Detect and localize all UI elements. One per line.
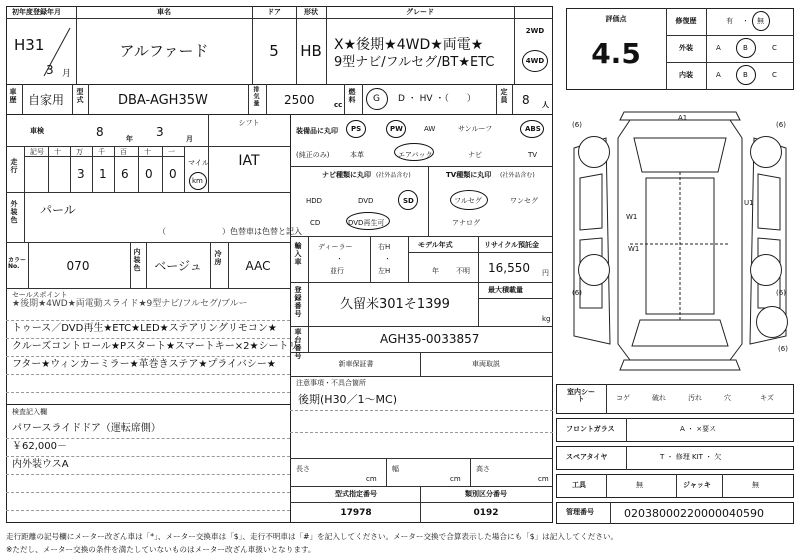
- equip-leather: 本革: [350, 151, 364, 159]
- sales-point-line2: クルーズコントロール★Pスタート★スマートキー×2★シートリ: [12, 341, 299, 352]
- grade-line1: X★後期★4WD★両電★: [334, 37, 484, 53]
- first-reg-era: H31: [14, 36, 45, 54]
- inspection-notes-line2: ￥62,000－: [12, 441, 67, 452]
- color-code: 070: [66, 259, 90, 273]
- mileage-digit: 6: [121, 167, 129, 181]
- score-label: 評価点: [605, 15, 627, 23]
- equip-navi: ナビ: [468, 151, 482, 159]
- mileage-digit-header: 十: [144, 148, 151, 156]
- equip-ps: PS: [351, 125, 362, 133]
- length-cm: cm: [366, 475, 377, 483]
- mileage-label: 走行: [10, 158, 18, 174]
- usage: 自家用: [28, 93, 65, 107]
- mileage-digit: 0: [169, 167, 177, 181]
- height-cm: cm: [538, 475, 549, 483]
- equip-abs: ABS: [525, 125, 541, 133]
- recycle-label: リサイクル預託金: [484, 241, 540, 249]
- import-dot2: ・: [384, 255, 391, 263]
- doors: 5: [269, 42, 279, 60]
- tire-depth-rr: (6): [776, 289, 786, 297]
- chassis: AGH35-0033857: [380, 332, 480, 346]
- displacement-label: 排気量: [252, 86, 259, 107]
- tools-label: 工具: [572, 481, 586, 489]
- import-parallel: 並行: [330, 267, 344, 275]
- windshield-label: フロントガラス: [566, 425, 615, 433]
- shift-label: シフト: [238, 119, 260, 127]
- equip-aw: AW: [424, 125, 436, 133]
- navi-label: ナビ種類に丸印: [322, 171, 371, 179]
- repair-sep: ・: [742, 17, 749, 25]
- footer-line1: 走行距離の記号欄にメーター改ざん車は「*」、メーター交換車は「$」、走行不明車は「#」を記入してください。メーター交換で合算表示した場合にも「$」は記入してください。: [6, 532, 619, 541]
- tv-label: TV種類に丸印: [446, 171, 492, 179]
- mile-label: マイル: [188, 159, 209, 167]
- tire-depth-rl: (6): [572, 289, 582, 297]
- interior-sheet-item: 破れ: [652, 394, 666, 402]
- fuel-g: G: [373, 94, 380, 104]
- displacement: 2500: [284, 93, 315, 107]
- mileage-digit-header: 十: [54, 148, 61, 156]
- interior-grade-b: B: [743, 71, 748, 79]
- shift: IAT: [238, 153, 260, 169]
- navi-dvd: DVD: [358, 197, 374, 205]
- interior-sheet-item: 汚れ: [688, 394, 702, 402]
- front-right-wheel: [750, 136, 782, 168]
- equip-tv: TV: [528, 151, 538, 159]
- car-name: アルファード: [119, 42, 209, 60]
- tire-depth-fl: (6): [572, 121, 582, 129]
- tools-value: 無: [636, 481, 643, 489]
- class-number-label: 類別区分番号: [465, 490, 507, 498]
- equip-pw: PW: [390, 125, 403, 133]
- color-code-label: カラーNo.: [8, 257, 27, 270]
- tire-depth-fr: (6): [776, 121, 786, 129]
- person-unit: 人: [542, 101, 549, 109]
- width-cm: cm: [450, 475, 461, 483]
- max-load-label: 最大積載量: [488, 286, 523, 294]
- km-unit: km: [192, 177, 203, 185]
- tv-oneseg: ワンセグ: [510, 197, 538, 205]
- mileage-digit-header: 万: [76, 148, 83, 156]
- interior-grade-a: A: [716, 71, 721, 79]
- equipment-sublabel: (純正のみ): [296, 151, 330, 159]
- type-number: 17978: [340, 508, 372, 518]
- door-label: ドア: [267, 8, 281, 16]
- chassis-label: 車台番号: [294, 328, 302, 360]
- inspection-label: 車検: [30, 127, 44, 135]
- tv-analog: アナログ: [452, 219, 480, 227]
- exterior-color: パール: [40, 203, 76, 217]
- tv-fullseg: フルセグ: [454, 197, 482, 205]
- import-left-h: 左H: [378, 267, 391, 275]
- jack-value: 無: [752, 481, 759, 489]
- exterior-grade-label: 外装: [679, 44, 693, 52]
- exterior-label: 外装色: [10, 200, 18, 224]
- spare-value: T ・ 修理 KIT ・ 欠: [660, 453, 722, 461]
- import-right-h: 右H: [378, 243, 391, 251]
- type-number-label: 型式指定番号: [335, 490, 377, 498]
- inspection-month: 3: [156, 125, 164, 139]
- tv-note: (社外品含む): [500, 172, 535, 179]
- recycle: 16,550: [488, 261, 530, 275]
- inspection-notes-label: 検査記入欄: [12, 408, 47, 416]
- length-label: 長さ: [296, 465, 310, 473]
- interior-sheet-label: 室内シート: [567, 388, 595, 403]
- grade-line2: 9型ナビ/フルセグ/BT★ETC: [334, 55, 495, 70]
- exterior-grade-b: B: [743, 44, 748, 52]
- mileage-digit-header: 記号: [30, 148, 44, 156]
- repair-label: 修復歴: [675, 17, 697, 25]
- car-name-label: 車名: [157, 8, 171, 16]
- interior-color: ベージュ: [154, 259, 202, 273]
- drive-selected: 4WD: [525, 57, 545, 65]
- interior-sheet-item: キズ: [760, 394, 774, 402]
- first-reg-month: 3: [46, 63, 54, 77]
- mileage-digit-header: 一: [168, 148, 175, 156]
- repair-no: 無: [757, 17, 764, 25]
- fuel-rest: D ・ HV ・（ ）: [398, 94, 476, 104]
- inspection-notes-line1: パワースライドドア（運転席側）: [12, 423, 161, 434]
- max-load-kg: kg: [542, 315, 551, 323]
- damage-mark-w1-left: W1: [626, 213, 638, 221]
- notes-label: 注意事項・不具合箇所: [296, 379, 366, 387]
- tire-depth-spare: (6): [778, 345, 788, 353]
- navi-sd: SD: [403, 197, 414, 205]
- management-value: 02038000220000040590: [624, 507, 764, 520]
- ac-label: 冷房: [214, 250, 222, 266]
- front-left-wheel: [578, 136, 610, 168]
- sales-point-line0: ★後期★4WD★両電動スライド★9型ナビ/フルセグ/ブルー: [12, 299, 248, 309]
- rear-left-wheel: [578, 254, 610, 286]
- shape-label: 形状: [304, 8, 318, 16]
- damage-mark-u1: U1: [744, 199, 754, 207]
- equip-sunroof: サンルーフ: [458, 125, 493, 133]
- import-dot1: ・: [336, 255, 343, 263]
- windshield-value: A ・ ×要ス: [680, 425, 717, 433]
- exterior-paren-note: （ ）色替車は色替と記入: [158, 227, 302, 236]
- recycle-yen: 円: [542, 269, 549, 277]
- registration-number: 久留米301そ1399: [340, 297, 450, 312]
- model: DBA-AGH35W: [118, 93, 208, 108]
- interior-sheet-item: コゲ: [616, 394, 630, 402]
- sales-point-line1: トゥース／DVD再生★ETC★LED★ステアリングリモコン★: [12, 323, 277, 334]
- interior-sheet-item: 穴: [724, 394, 731, 402]
- mileage-digit: 1: [99, 167, 107, 181]
- management-label: 管理番号: [566, 508, 594, 516]
- height-label: 高さ: [476, 465, 490, 473]
- damage-mark-a1: A1: [678, 114, 688, 122]
- mileage-digit: 3: [77, 167, 85, 181]
- width-label: 幅: [392, 465, 399, 473]
- sales-point-line3: フター★ウィンカーミラー★革巻きステア★プライバシー★: [12, 359, 276, 370]
- class-number: 0192: [473, 508, 499, 518]
- capacity: 8: [522, 93, 530, 107]
- equipment-label: 装備品に丸印: [296, 127, 338, 135]
- import-label: 輸入車: [294, 242, 302, 266]
- model-year-unknown: 不明: [456, 267, 470, 275]
- grade-label: グレード: [406, 8, 434, 16]
- inspection-year: 8: [96, 125, 104, 139]
- footer-line2: ※ただし、メーター交換の条件を満たしていないものはメーター改ざん車扱いとなります。: [6, 545, 316, 554]
- navi-hdd: HDD: [306, 197, 323, 205]
- exterior-grade-c: C: [772, 44, 777, 52]
- rear-right-wheel: [750, 254, 782, 286]
- import-dealer: ディーラー: [318, 243, 353, 251]
- month-unit: 月: [62, 69, 72, 79]
- drive-label: 2WD: [525, 27, 545, 35]
- shape: HB: [300, 42, 322, 60]
- cc-unit: cc: [334, 101, 343, 109]
- mileage-digit-header: 千: [98, 148, 105, 156]
- notes-text: 後期(H30／1～MC): [298, 393, 398, 406]
- jack-label: ジャッキ: [683, 481, 711, 489]
- capacity-label: 定員: [500, 88, 508, 104]
- mileage-digit: 0: [145, 167, 153, 181]
- navi-note: (社外品含む): [376, 172, 411, 179]
- repair-yes: 有: [726, 17, 733, 25]
- inspection-notes-line3: 内外装ウスA: [12, 459, 69, 470]
- damage-mark-w1-rear: W1: [628, 245, 640, 253]
- spare-wheel: [756, 306, 788, 338]
- navi-dvd-play: DVD再生可: [348, 219, 385, 227]
- mileage-digit-header: 百: [120, 148, 127, 156]
- interior-grade-label: 内装: [679, 71, 693, 79]
- first-reg-label: 初年度登録年月: [12, 8, 61, 16]
- inspection-month-unit: 月: [186, 135, 193, 143]
- usage-label: 車歴: [9, 88, 17, 104]
- model-year-unit: 年: [432, 267, 439, 275]
- manual: 車両取説: [472, 360, 500, 368]
- warranty: 新車保証書: [338, 360, 374, 368]
- fuel-label: 燃料: [348, 88, 356, 104]
- model-year-label: モデル年式: [418, 241, 453, 249]
- score: 4.5: [591, 37, 641, 70]
- equip-airbag: エアバック: [398, 151, 433, 159]
- model-label: 型式: [76, 88, 84, 104]
- interior-color-label: 内装色: [133, 248, 141, 272]
- exterior-grade-a: A: [716, 44, 721, 52]
- spare-label: スペアタイヤ: [566, 453, 608, 461]
- inspection-year-unit: 年: [126, 135, 133, 143]
- sales-point-label: セールスポイント: [12, 291, 68, 299]
- registration-label: 登録番号: [294, 286, 302, 318]
- ac: AAC: [245, 259, 271, 273]
- navi-cd: CD: [310, 219, 321, 227]
- interior-grade-c: C: [772, 71, 777, 79]
